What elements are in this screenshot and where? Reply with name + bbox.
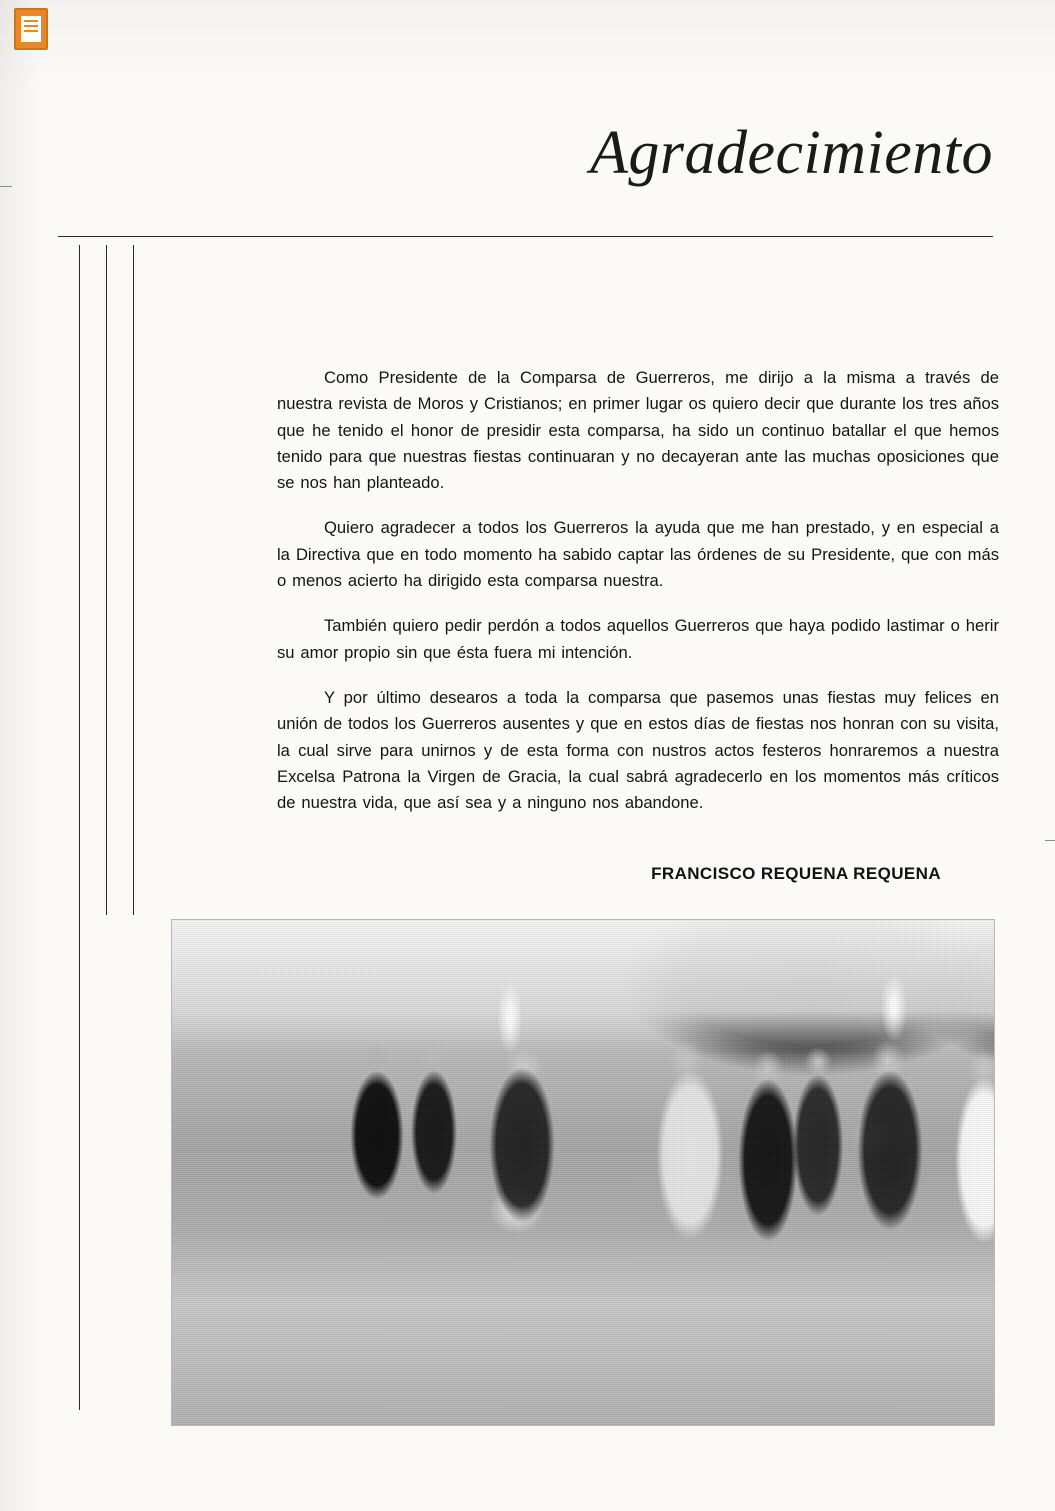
document-bookmark-icon[interactable]: [14, 8, 48, 50]
margin-rule-middle: [106, 245, 107, 915]
photograph-grain-overlay: [172, 920, 994, 1425]
article-body: [277, 365, 999, 816]
title-divider: [58, 236, 993, 237]
scan-edge-mark-left: [0, 186, 12, 187]
procession-photograph: [172, 920, 994, 1425]
paragraph-1: Como Presidente de la Comparsa de Guerreros, me dirijo a la misma a través de nuestra revista de Moros y Cristianos; en primer lugar os quiero decir que durante los tres años que he tenido el honor de presidir esta comparsa, ha sido un continuo batallar el que hemos tenido para que nuestras fiestas continuaran y no decayeran ante las muchas oposiciones que se nos han planteado.: [277, 368, 999, 493]
page-title: Agradecimiento: [589, 119, 993, 187]
paragraph-4: Y por último desearos a toda la comparsa que pasemos unas fiestas muy felices en unión de todos los Guerreros ausentes y que en estos días de fiestas nos honran con su visita, la cual sirve para unirnos y de esta forma con nustros actos festeros honraremos a nuestra Excelsa Patrona la Virgen de Gracia, la cual sabrá agradecerlo en los momentos más críticos de nuestra vida, que así sea y a ninguno nos abandone.: [277, 687, 999, 813]
paragraph-2: Quiero agradecer a todos los Guerreros la ayuda que me han prestado, y en especial a la Directiva que en todo momento ha sabido captar las órdenes de su Presidente, que con más o menos acierto ha dirigido esta comparsa nuestra.: [277, 518, 999, 591]
paragraph-3: También quiero pedir perdón a todos aquellos Guerreros que haya podido lastimar o herir su amor propio sin que ésta fuera mi intención.: [277, 616, 999, 662]
author-signature: FRANCISCO REQUENA REQUENA: [651, 864, 941, 883]
document-sheet-glyph: [21, 16, 41, 42]
page-fold-glyph: [30, 31, 41, 42]
scan-edge-mark-right: [1045, 840, 1055, 841]
margin-rule-inner: [133, 245, 134, 915]
margin-rule-outer: [79, 245, 80, 1410]
